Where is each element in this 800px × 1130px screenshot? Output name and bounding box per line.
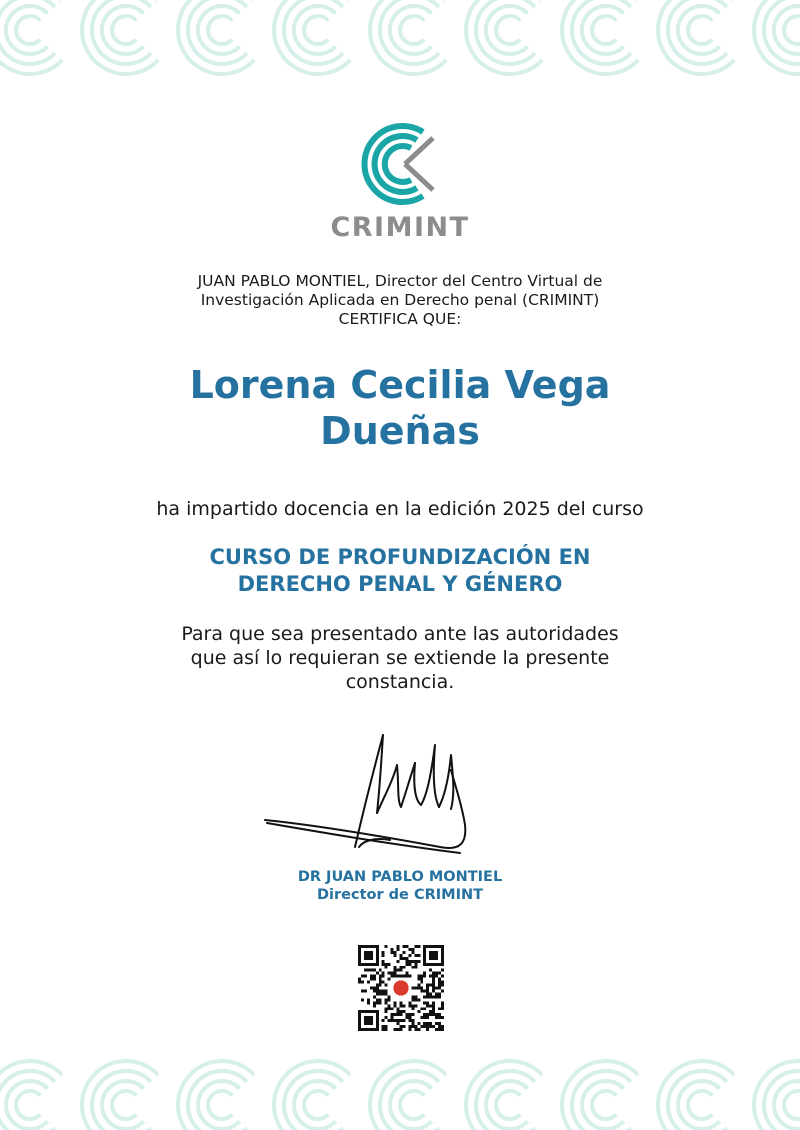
intro-line: CERTIFICA QUE: <box>338 310 462 328</box>
recipient-name-line: Dueñas <box>320 409 480 453</box>
repeating-c-rings-pattern <box>0 1050 800 1130</box>
certification-intro <box>100 272 700 329</box>
intro-line: JUAN PABLO MONTIEL, Director del Centro Virtual de <box>197 272 603 290</box>
band-ring <box>198 6 240 54</box>
band-ring <box>592 1091 616 1119</box>
band-ring <box>592 16 616 44</box>
band-ring <box>208 16 232 44</box>
band-ring <box>102 1081 144 1129</box>
signer-role: Director de CRIMINT <box>317 887 483 903</box>
purpose-line: constancia. <box>345 671 455 693</box>
band-ring <box>112 16 136 44</box>
recipient-name-line: Lorena Cecilia Vega <box>189 363 611 407</box>
band-ring <box>208 1091 232 1119</box>
band-ring <box>400 1091 424 1119</box>
band-ring <box>102 6 144 54</box>
band-ring <box>304 1091 328 1119</box>
course-title-line: CURSO DE PROFUNDIZACIÓN EN <box>209 545 591 569</box>
band-ring <box>678 6 720 54</box>
band-ring <box>6 6 48 54</box>
statement-text: ha impartido docencia en la edición 2025 del curso <box>156 498 644 520</box>
band-ring <box>16 1091 40 1119</box>
handwritten-signature <box>255 725 485 865</box>
band-ring <box>582 6 624 54</box>
purpose-text <box>110 622 690 694</box>
crimint-logo <box>0 118 800 243</box>
band-ring <box>486 6 528 54</box>
repeating-c-rings-pattern <box>0 0 800 80</box>
purpose-line: Para que sea presentado ante las autoridades <box>181 623 619 645</box>
band-ring <box>486 1081 528 1129</box>
band-ring <box>400 16 424 44</box>
band-ring <box>774 1081 800 1129</box>
band-ring <box>688 1091 712 1119</box>
band-ring <box>390 6 432 54</box>
band-ring <box>16 16 40 44</box>
crimint-c-rings-icon <box>357 118 443 210</box>
purpose-line: que así lo requieran se extiende la presente <box>190 647 610 669</box>
band-ring <box>784 16 800 44</box>
top-decorative-band <box>0 0 800 80</box>
course-title-line: DERECHO PENAL Y GÉNERO <box>237 572 563 596</box>
band-ring <box>198 1081 240 1129</box>
band-ring <box>784 1091 800 1119</box>
logo-wordmark: CRIMINT <box>330 212 470 243</box>
qr-code-icon[interactable] <box>358 945 444 1031</box>
band-ring <box>774 6 800 54</box>
band-ring <box>496 1091 520 1119</box>
band-ring <box>294 6 336 54</box>
bottom-decorative-band <box>0 1050 800 1130</box>
band-ring <box>496 16 520 44</box>
course-title <box>80 544 720 598</box>
band-ring <box>688 16 712 44</box>
band-ring <box>582 1081 624 1129</box>
band-ring <box>294 1081 336 1129</box>
band-ring <box>112 1091 136 1119</box>
intro-line: Investigación Aplicada en Derecho penal (CRIMINT) <box>200 291 600 309</box>
recipient-name <box>60 362 740 454</box>
band-ring <box>304 16 328 44</box>
band-ring <box>390 1081 432 1129</box>
signer-block <box>200 868 600 904</box>
band-ring <box>678 1081 720 1129</box>
band-ring <box>6 1081 48 1129</box>
signer-name: DR JUAN PABLO MONTIEL <box>297 869 503 885</box>
